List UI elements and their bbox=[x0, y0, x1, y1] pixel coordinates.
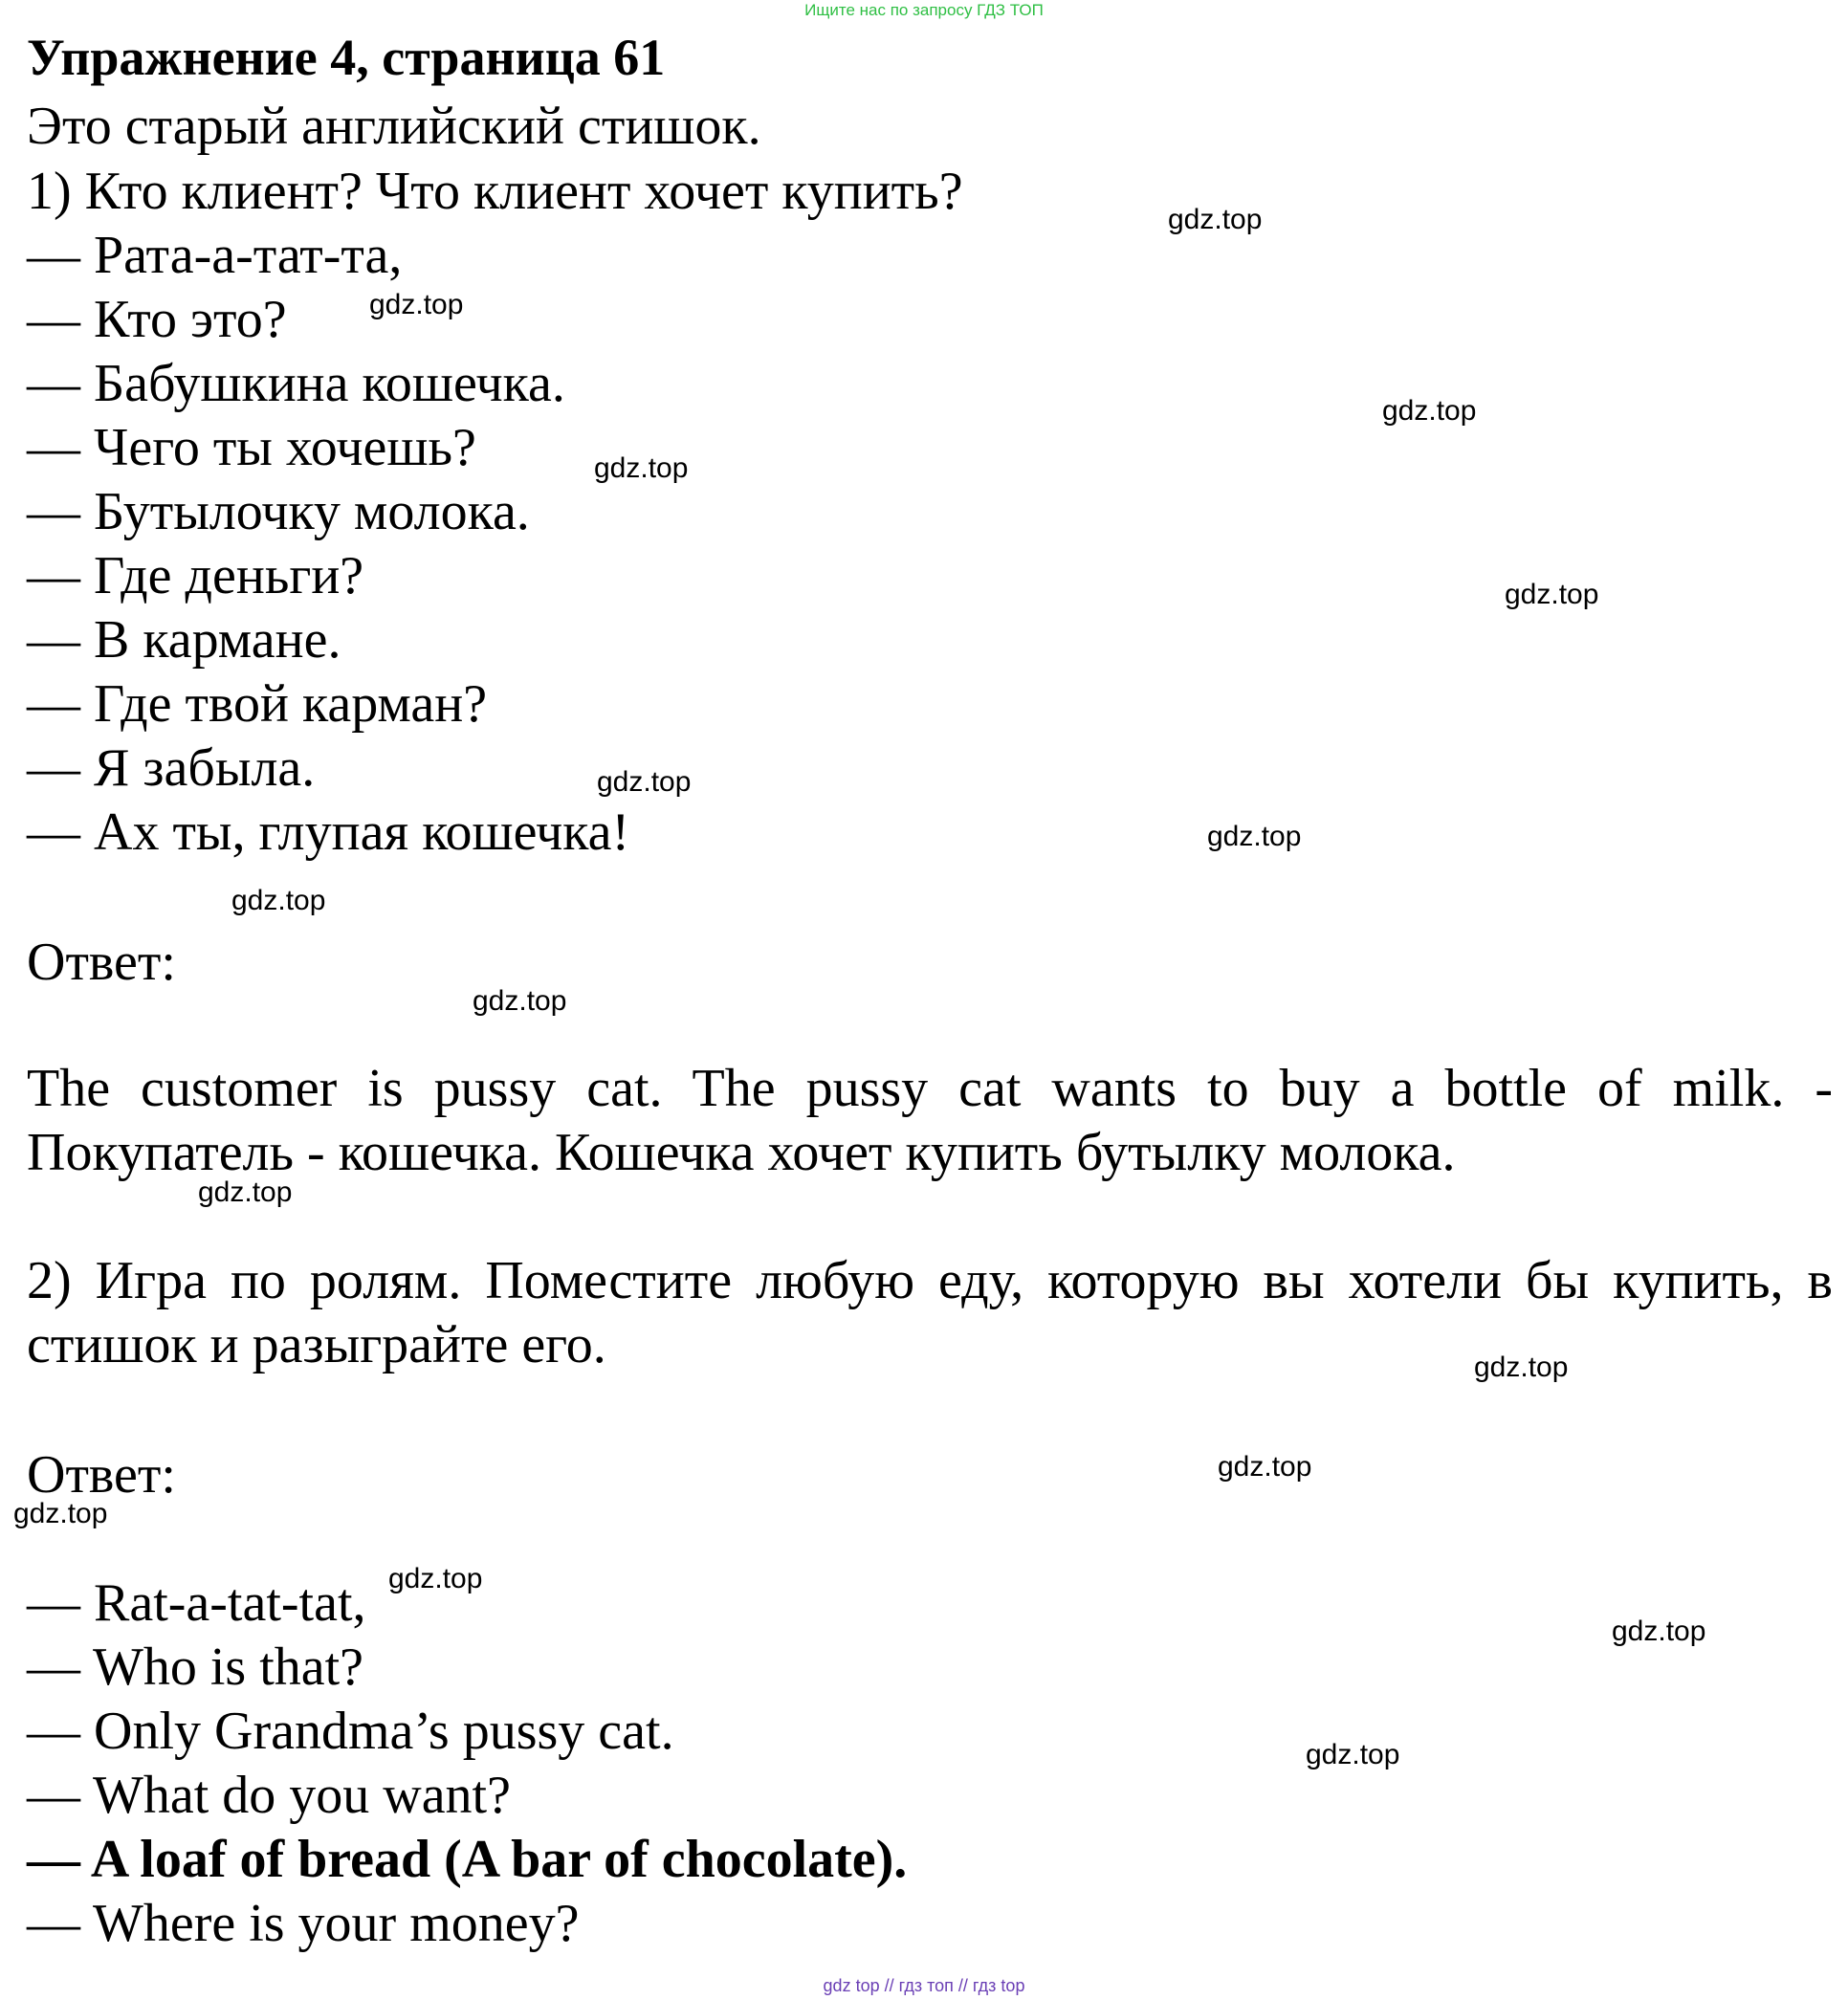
watermark: gdz.top bbox=[1382, 395, 1477, 427]
poem-line: — В кармане. bbox=[27, 610, 341, 670]
watermark: gdz.top bbox=[1612, 1615, 1706, 1647]
poem-line: — Где деньги? bbox=[27, 546, 364, 605]
intro-text: Это старый английский стишок. bbox=[27, 97, 761, 156]
page-title: Упражнение 4, страница 61 bbox=[27, 29, 666, 86]
poem-line: — Rat-a-tat-tat, bbox=[27, 1573, 366, 1633]
poem-line: — What do you want? bbox=[27, 1766, 511, 1825]
poem-line: — A loaf of bread (A bar of chocolate). bbox=[27, 1830, 908, 1889]
watermark: gdz.top bbox=[13, 1498, 108, 1529]
poem-line: — Ах ты, глупая кошечка! bbox=[27, 802, 630, 862]
watermark: gdz.top bbox=[388, 1563, 483, 1594]
answer-text: The customer is pussy cat. The pussy cat wants to buy a bottle of milk. - Покупатель - кошечка. Кошечка хочет купить бутылку молока. bbox=[27, 1059, 1833, 1182]
poem-line: — Бабушкина кошечка. bbox=[27, 354, 565, 413]
answer-label: Ответ: bbox=[27, 1445, 176, 1505]
watermark: gdz.top bbox=[198, 1176, 293, 1208]
poem-line: — Я забыла. bbox=[27, 738, 316, 798]
watermark: gdz.top bbox=[473, 985, 567, 1017]
poem-line: — Кто это? bbox=[27, 290, 287, 349]
watermark: gdz.top bbox=[1474, 1352, 1569, 1383]
task2-question: 2) Игра по ролям. Поместите любую еду, которую вы хотели бы купить, в стишок и разыграйте его. bbox=[27, 1251, 1833, 1374]
watermark: gdz.top bbox=[1505, 579, 1599, 610]
top-banner: Ищите нас по запросу ГДЗ ТОП bbox=[804, 1, 1044, 19]
bottom-banner: gdz top // гдз топ // гдз top bbox=[823, 1976, 1025, 1995]
poem-line: — Бутылочку молока. bbox=[27, 482, 530, 541]
poem-line: — Who is that? bbox=[27, 1637, 364, 1697]
watermark: gdz.top bbox=[369, 289, 464, 320]
watermark: gdz.top bbox=[1306, 1739, 1400, 1770]
watermark: gdz.top bbox=[594, 452, 689, 484]
poem-line: — Рата-а-тат-та, bbox=[27, 226, 403, 285]
poem-line: — Чего ты хочешь? bbox=[27, 418, 476, 477]
watermark: gdz.top bbox=[1218, 1451, 1312, 1483]
poem-line: — Где твой карман? bbox=[27, 674, 488, 734]
poem-line: — Only Grandma’s pussy cat. bbox=[27, 1702, 674, 1761]
watermark: gdz.top bbox=[1168, 204, 1263, 235]
task1-question: 1) Кто клиент? Что клиент хочет купить? bbox=[27, 162, 963, 221]
answer-label: Ответ: bbox=[27, 933, 176, 992]
watermark: gdz.top bbox=[231, 885, 326, 916]
watermark: gdz.top bbox=[1207, 821, 1302, 852]
poem-line: — Where is your money? bbox=[27, 1894, 580, 1953]
watermark: gdz.top bbox=[597, 766, 692, 798]
